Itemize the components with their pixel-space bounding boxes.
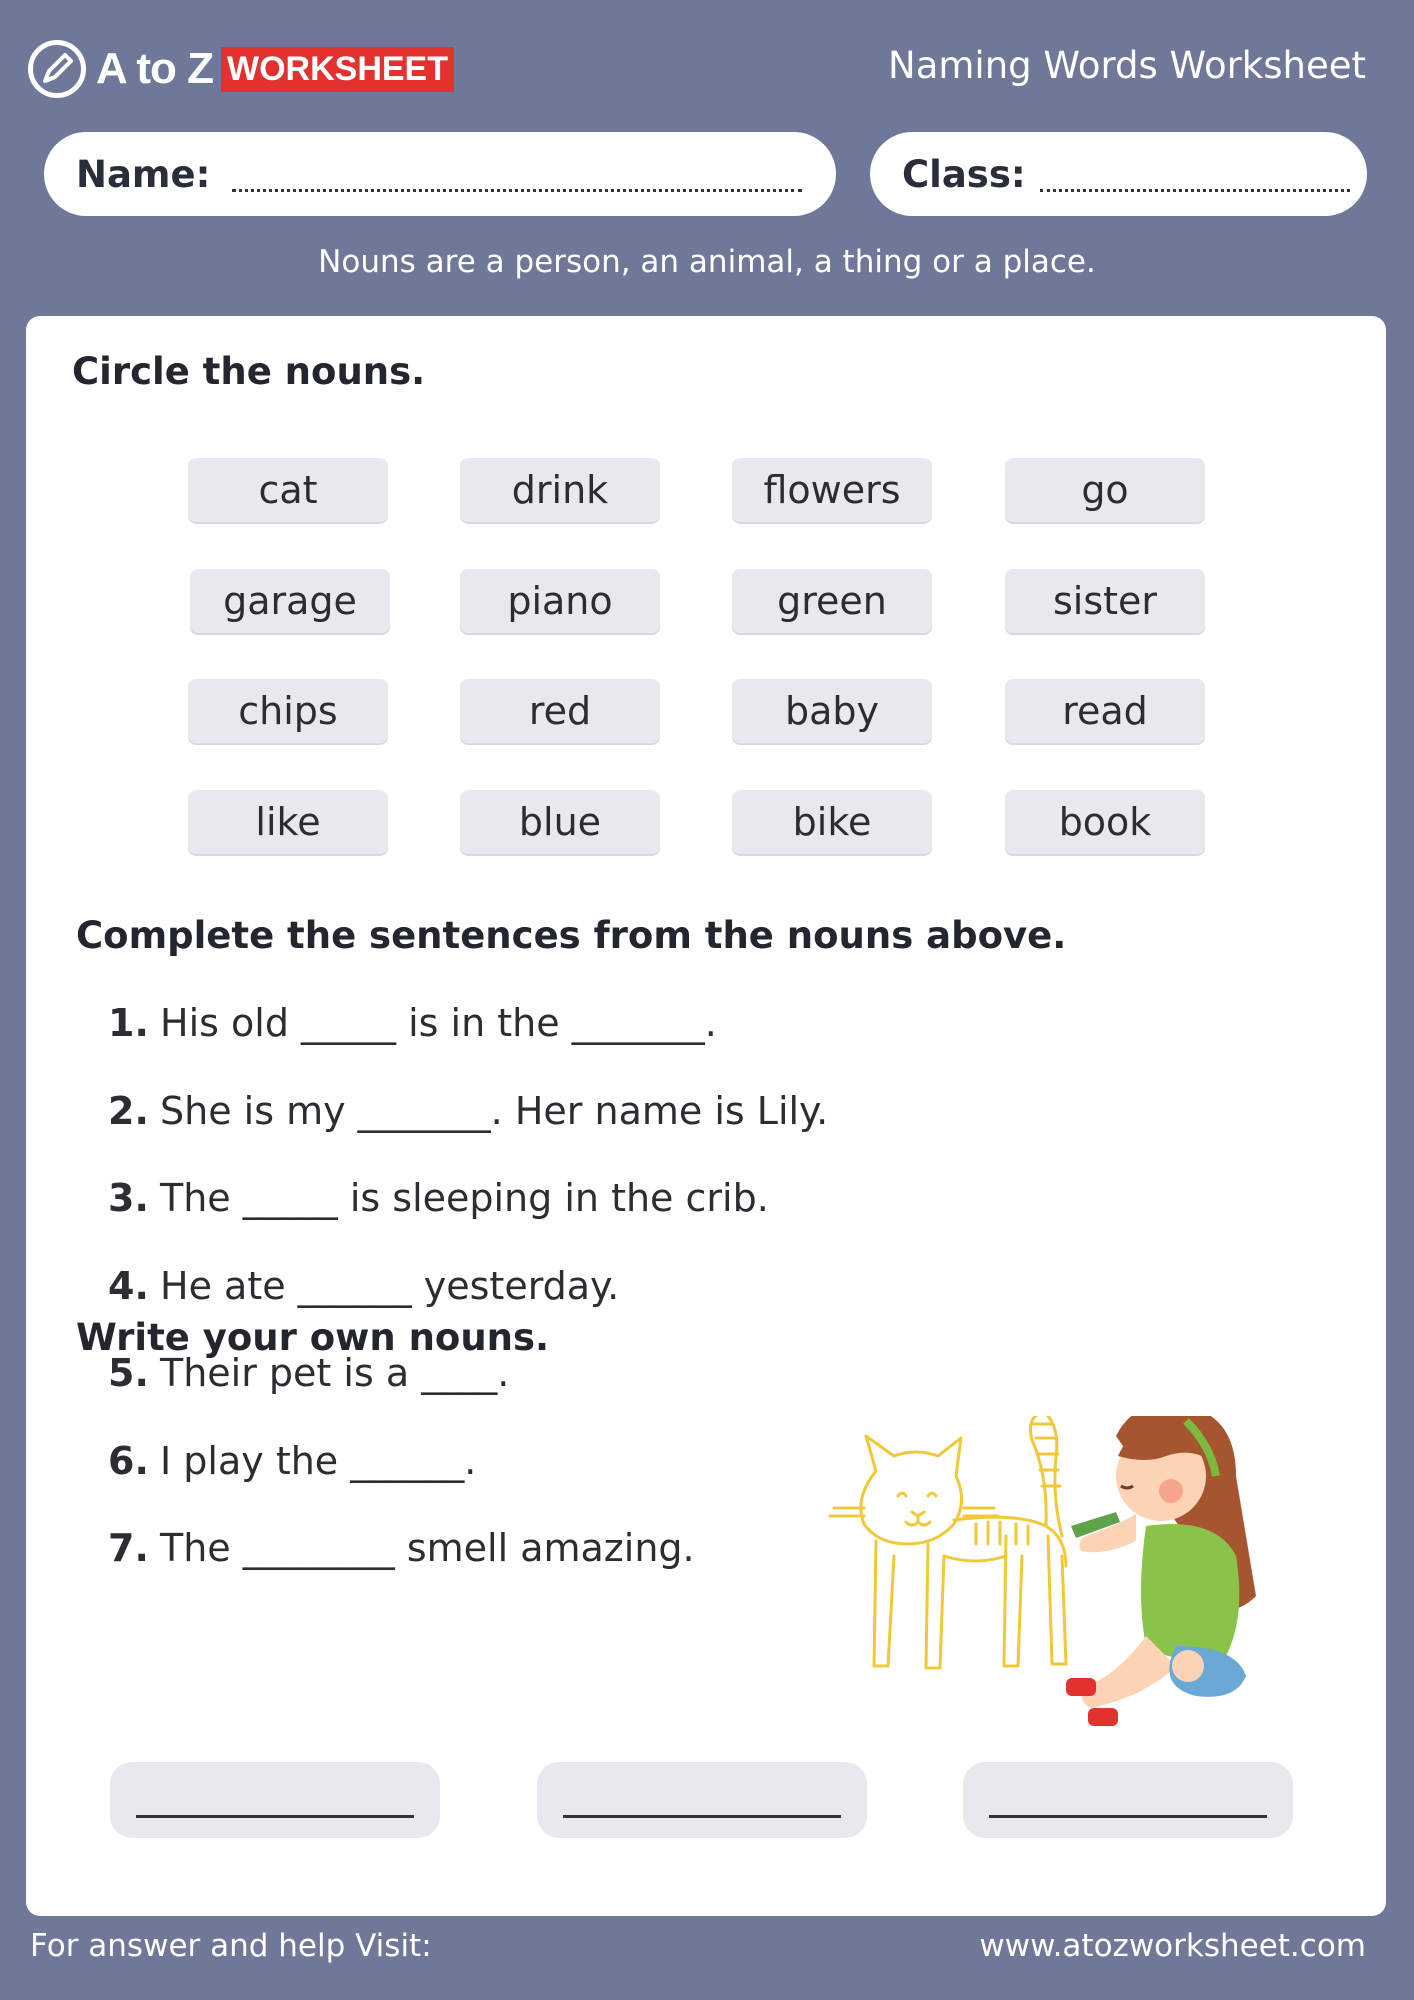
footer-help-text: For answer and help Visit: xyxy=(30,1928,432,1964)
word-like[interactable]: like xyxy=(188,790,388,854)
word-read[interactable]: read xyxy=(1005,679,1205,743)
sentence-number: 2. xyxy=(108,1089,149,1133)
class-field[interactable] xyxy=(870,132,1367,216)
sentence-item xyxy=(108,1089,828,1133)
own-noun-box-2[interactable] xyxy=(537,1762,867,1838)
footer-website-link[interactable]: www.atozworksheet.com xyxy=(979,1928,1366,1964)
sentence-text: His old _____ is in the _______. xyxy=(160,1001,717,1045)
answer-line[interactable] xyxy=(136,1815,414,1818)
sentence-number: 7. xyxy=(108,1526,149,1570)
section-circle-title: Circle the nouns. xyxy=(72,350,426,393)
pencil-logo-icon xyxy=(28,40,86,98)
name-label: Name: xyxy=(76,152,211,196)
sentence-text: He ate ______ yesterday. xyxy=(160,1264,620,1308)
sentence-number: 4. xyxy=(108,1264,149,1308)
cat-drawing-icon xyxy=(830,1416,1066,1668)
word-green[interactable]: green xyxy=(732,569,932,633)
subtitle: Nouns are a person, an animal, a thing or a place. xyxy=(318,244,1096,280)
word-drink[interactable]: drink xyxy=(460,458,660,522)
sentence-text: The _____ is sleeping in the crib. xyxy=(160,1176,769,1220)
sentence-text: I play the ______. xyxy=(160,1439,477,1483)
own-noun-box-1[interactable] xyxy=(110,1762,440,1838)
logo[interactable] xyxy=(28,36,454,102)
logo-badge: WORKSHEET xyxy=(221,47,454,92)
sentence-item xyxy=(108,1526,695,1570)
class-label: Class: xyxy=(902,152,1026,196)
sentence-number: 6. xyxy=(108,1439,149,1483)
word-sister[interactable]: sister xyxy=(1005,569,1205,633)
word-chips[interactable]: chips xyxy=(188,679,388,743)
word-flowers[interactable]: flowers xyxy=(732,458,932,522)
sentence-number: 1. xyxy=(108,1001,149,1045)
word-go[interactable]: go xyxy=(1005,458,1205,522)
sentence-number: 3. xyxy=(108,1176,149,1220)
header xyxy=(0,0,1414,140)
word-bike[interactable]: bike xyxy=(732,790,932,854)
class-dotted-line[interactable] xyxy=(1040,157,1350,192)
word-book[interactable]: book xyxy=(1005,790,1205,854)
word-piano[interactable]: piano xyxy=(460,569,660,633)
sentence-item xyxy=(108,1439,476,1483)
word-cat[interactable]: cat xyxy=(188,458,388,522)
sentence-text: She is my _______. Her name is Lily. xyxy=(160,1089,829,1133)
section-complete-title: Complete the sentences from the nouns above. xyxy=(76,914,1067,957)
sentence-item xyxy=(108,1264,619,1308)
sentence-text: Their pet is a ____. xyxy=(160,1351,510,1395)
word-baby[interactable]: baby xyxy=(732,679,932,743)
own-noun-box-3[interactable] xyxy=(963,1762,1293,1838)
logo-text: A to Z xyxy=(96,44,213,93)
name-field[interactable] xyxy=(44,132,836,216)
name-dotted-line[interactable] xyxy=(232,157,802,192)
worksheet-card xyxy=(26,316,1386,1916)
answer-line[interactable] xyxy=(989,1815,1267,1818)
sentence-item xyxy=(108,1001,717,1045)
sentence-item xyxy=(108,1176,769,1220)
sentence-number: 5. xyxy=(108,1351,149,1395)
word-blue[interactable]: blue xyxy=(460,790,660,854)
word-red[interactable]: red xyxy=(460,679,660,743)
word-garage[interactable]: garage xyxy=(190,569,390,633)
answer-line[interactable] xyxy=(563,1815,841,1818)
girl-icon xyxy=(1066,1416,1256,1726)
section-own-title: Write your own nouns. xyxy=(76,1316,550,1359)
page-title: Naming Words Worksheet xyxy=(888,44,1366,87)
sentence-text: The ________ smell amazing. xyxy=(160,1526,695,1570)
